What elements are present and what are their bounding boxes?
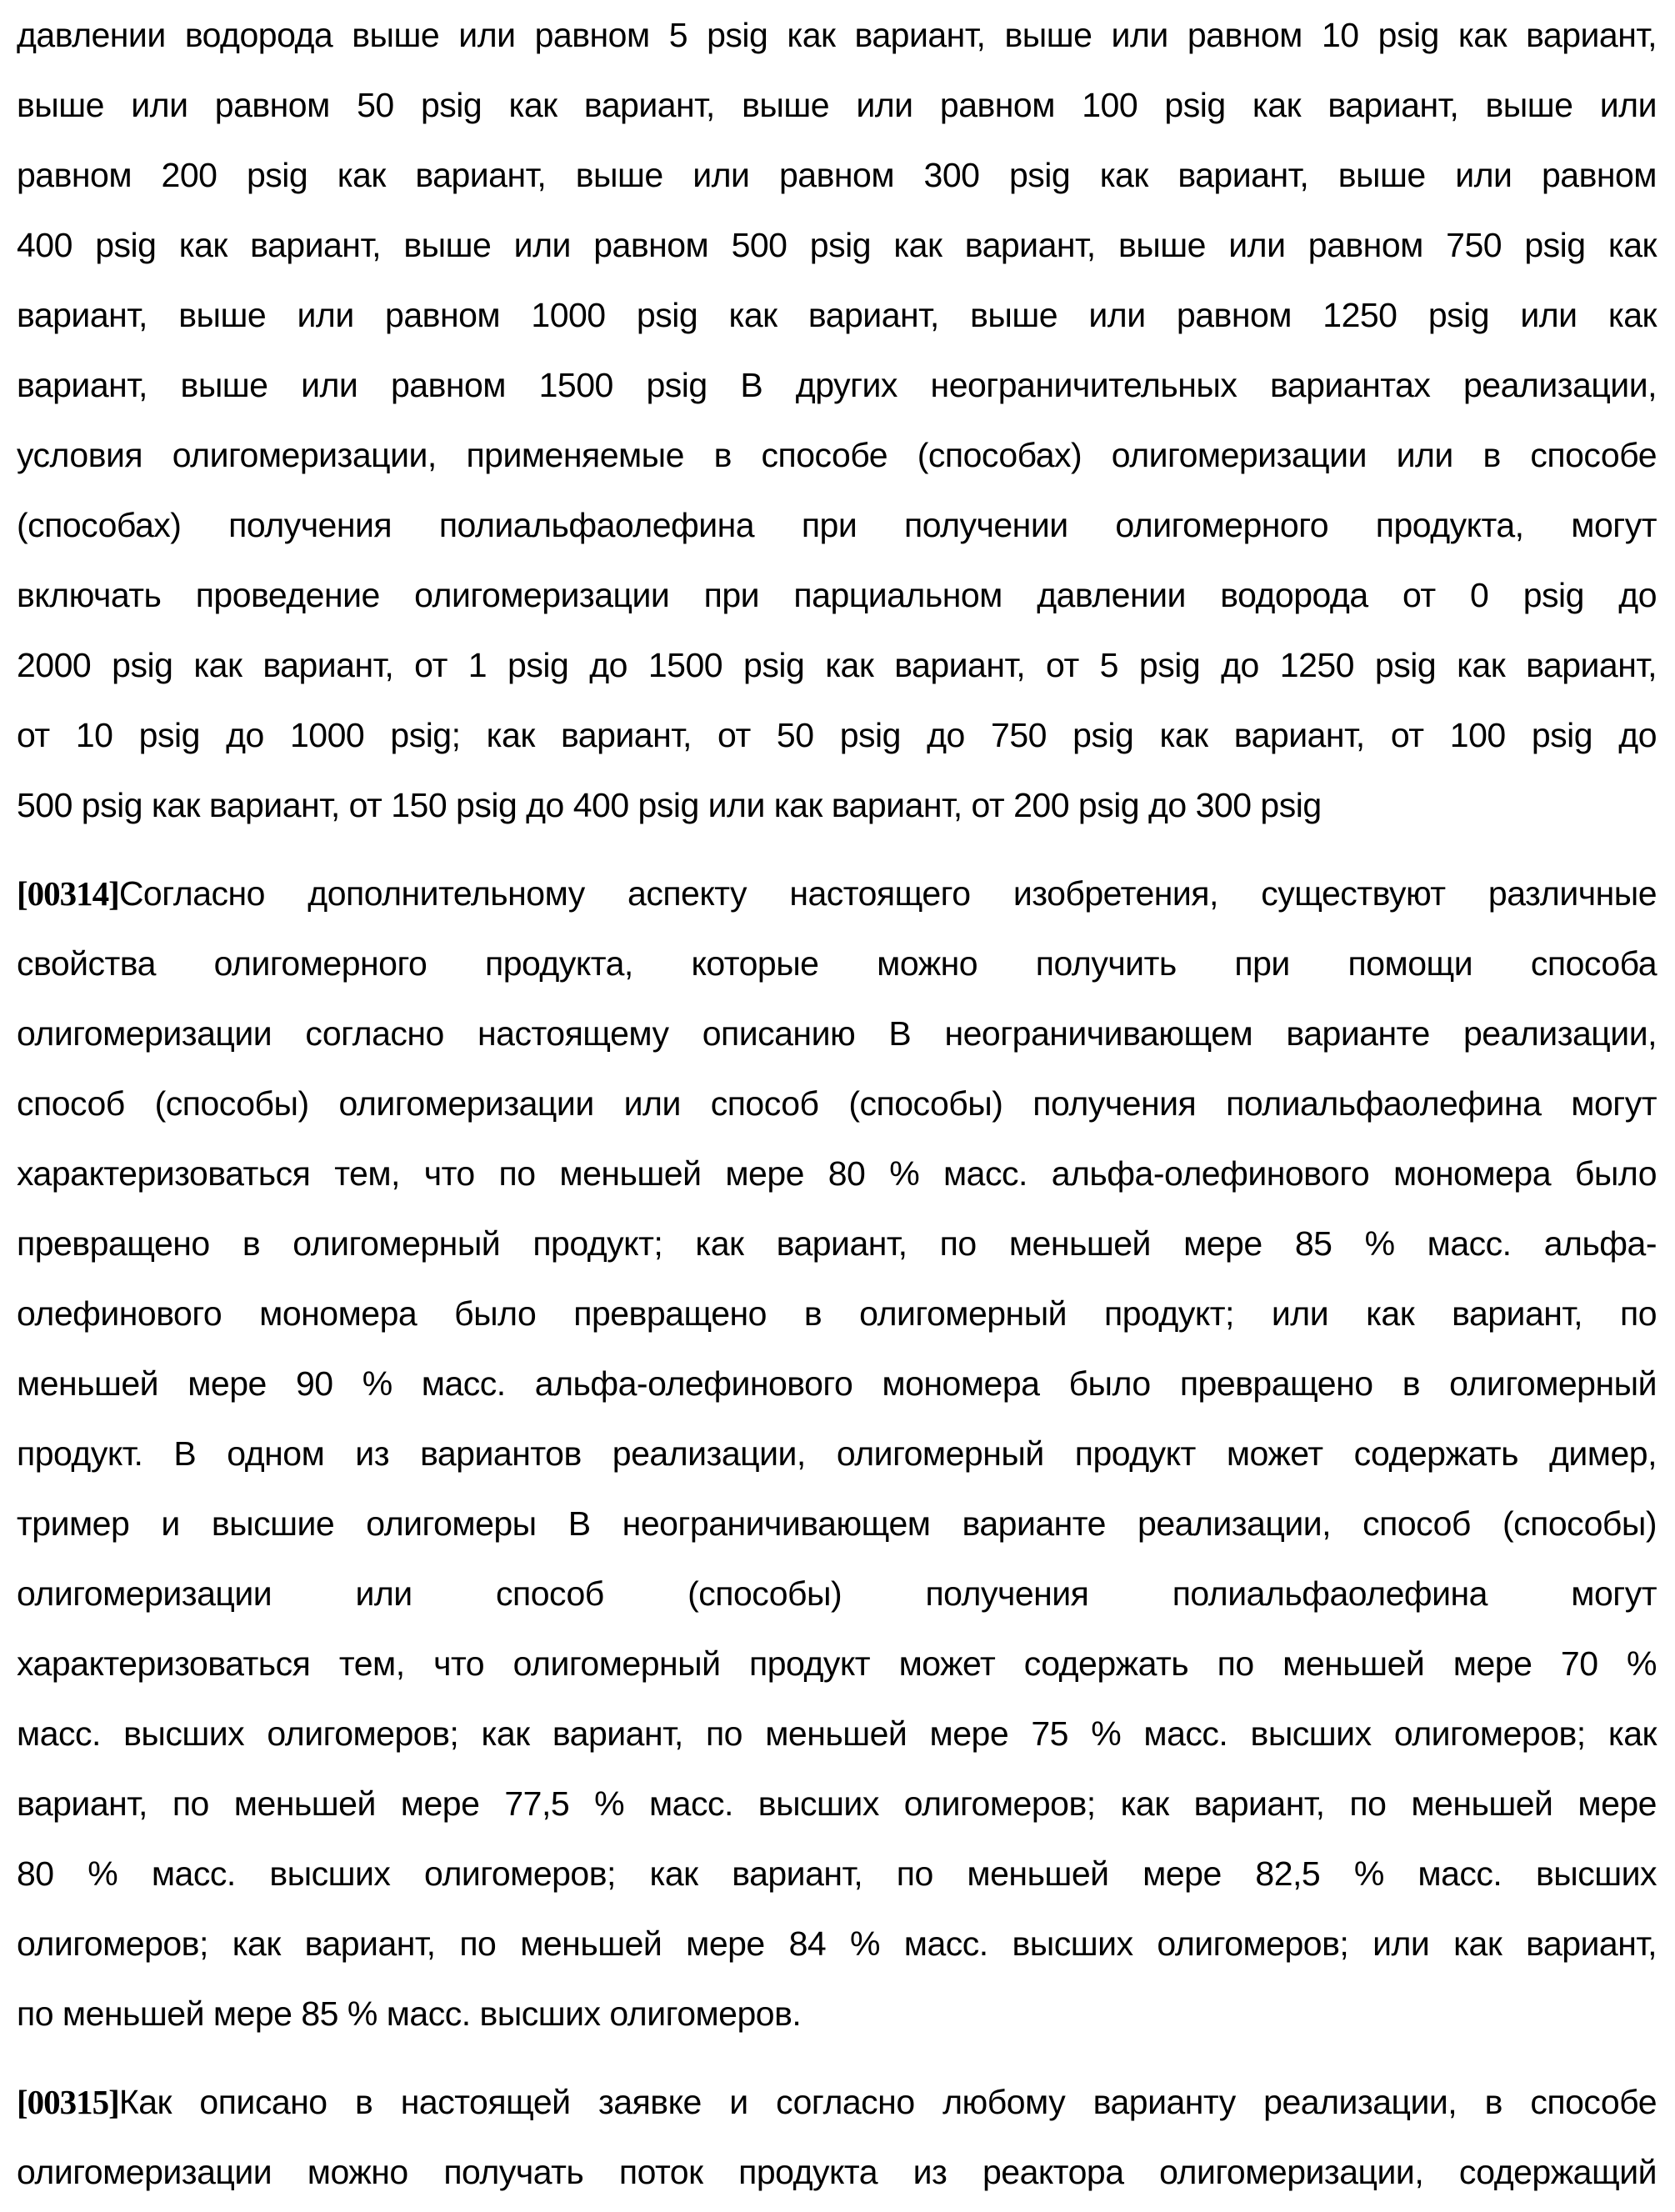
text-line: олефинового мономера было превращено в олигомерный продукт; или как вариант, по [17,1294,1657,1333]
text-line: 500 psig как вариант, от 150 psig до 400 psig или как вариант, от 200 psig до 300 psig [17,786,1322,824]
text-line: олигомеров; как вариант, по меньшей мере 84 % масс. высших олигомеров; или как вариант, [17,1924,1657,1963]
text-line: меньшей мере 90 % масс. альфа-олефинового мономера было превращено в олигомерный [17,1364,1657,1403]
text-line: превращено в олигомерный продукт; как вариант, по меньшей мере 85 % масс. альфа- [17,1224,1657,1263]
text-line: масс. высших олигомеров; как вариант, по меньшей мере 75 % масс. высших олигомеров; как [17,1714,1657,1753]
text-line: олигомеризации согласно настоящему описанию В неограничивающем варианте реализации, [17,1014,1657,1053]
text-line: условия олигомеризации, применяемые в способе (способах) олигомеризации или в способе [17,436,1657,474]
text-line-content: Как описано в настоящей заявке и согласно любому варианту реализации, в способе [118,2083,1657,2121]
text-line: давлении водорода выше или равном 5 psig как вариант, выше или равном 10 psig как вариант, [17,16,1657,54]
text-line: олигомеризации или способ (способы) получения полиальфаолефина могут [17,1574,1657,1613]
text-line-content: Согласно дополнительному аспекту настоящего изобретения, существуют различные [118,874,1657,913]
text-line: (способах) получения полиальфаолефина при получении олигомерного продукта, могут [17,506,1657,544]
text-line: выше или равном 50 psig как вариант, выше или равном 100 psig как вариант, выше или [17,86,1657,124]
text-line: тример и высшие олигомеры В неограничивающем варианте реализации, способ (способы) [17,1504,1657,1543]
text-line: продукт. В одном из вариантов реализации, олигомерный продукт может содержать димер, [17,1434,1657,1473]
text-line: вариант, по меньшей мере 77,5 % масс. высших олигомеров; как вариант, по меньшей мере [17,1784,1657,1823]
text-line: включать проведение олигомеризации при парциальном давлении водорода от 0 psig до [17,576,1657,614]
text-line: олигомеризации можно получать поток продукта из реактора олигомеризации, содержащий [17,2153,1657,2191]
paragraph-number: [00315] [17,2083,119,2121]
text-line: 400 psig как вариант, выше или равном 500 psig как вариант, выше или равном 750 psig как [17,226,1657,264]
text-line: вариант, выше или равном 1000 psig как вариант, выше или равном 1250 psig или как [17,296,1657,334]
text-line [17,858,1657,928]
paragraph-number: [00314] [17,874,119,913]
text-line: способ (способы) олигомеризации или способ (способы) получения полиальфаолефина могут [17,1084,1657,1123]
text-line: характеризоваться тем, что олигомерный продукт может содержать по меньшей мере 70 % [17,1644,1657,1683]
text-line: равном 200 psig как вариант, выше или равном 300 psig как вариант, выше или равном [17,156,1657,194]
text-line: 2000 psig как вариант, от 1 psig до 1500 psig как вариант, от 5 psig до 1250 psig как вариант, [17,646,1657,684]
text-line: по меньшей мере 85 % масс. высших олигомеров. [17,1994,802,2033]
text-line: характеризоваться тем, что по меньшей мере 80 % масс. альфа-олефинового мономера было [17,1154,1657,1193]
text-line: свойства олигомерного продукта, которые можно получить при помощи способа [17,944,1657,983]
text-line [17,2067,1657,2137]
text-line: вариант, выше или равном 1500 psig В других неограничительных вариантах реализации, [17,366,1657,404]
text-line: 80 % масс. высших олигомеров; как вариант, по меньшей мере 82,5 % масс. высших [17,1854,1657,1893]
text-line: от 10 psig до 1000 psig; как вариант, от 50 psig до 750 psig как вариант, от 100 psig до [17,716,1657,754]
